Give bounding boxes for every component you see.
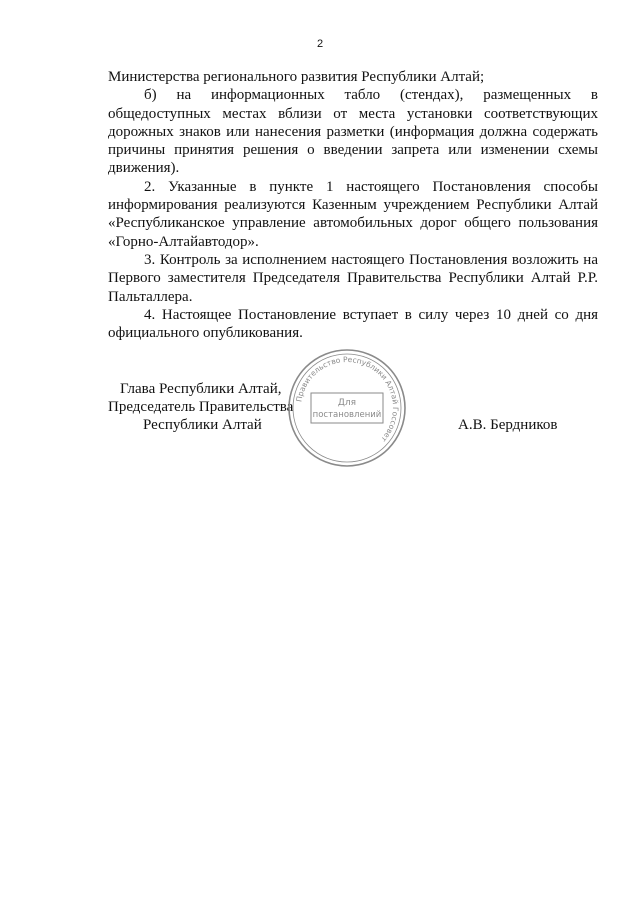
- official-seal-icon: [285, 346, 409, 470]
- paragraph-item-b: б) на информационных табло (стендах), размещенных в общедоступных местах вблизи от места установки соответствующих дорожных знаков или нанесения разметки (информация должна содержать причины принятия решения о введении запрета или изменении схемы движения).: [108, 87, 598, 177]
- signatory-title-line-1: Глава Республики Алтай,: [120, 381, 282, 397]
- paragraph-item-2: 2. Указанные в пункте 1 настоящего Постановления способы информирования реализуются Казенным учреждением Республики Алтай «Республиканское управление автомобильных дорог общего пользования «Горно-Алтайавтодор».: [108, 178, 598, 250]
- seal-center-line-1: Для: [337, 398, 357, 408]
- seal-center-line-2: постановлений: [312, 410, 382, 420]
- seal-ring-text: Правительство Республики Алтай Госсовет: [294, 354, 401, 444]
- signatory-title-line-3: Республики Алтай: [143, 417, 262, 433]
- document-body: [108, 68, 598, 342]
- paragraph-continuation: Министерства регионального развития Республики Алтай;: [108, 69, 485, 85]
- signatory-title-line-2: Председатель Правительства: [108, 399, 294, 415]
- signatory-name: А.В. Бердников: [458, 417, 558, 433]
- paragraph-item-4: 4. Настоящее Постановление вступает в силу через 10 дней со дня официального опубликования.: [108, 306, 598, 342]
- page-number: 2: [316, 38, 324, 50]
- paragraph-item-3: 3. Контроль за исполнением настоящего Постановления возложить на Первого заместителя Председателя Правительства Республики Алтай Р.Р. Пальталлера.: [108, 251, 598, 305]
- seal-inner-ring: [293, 354, 401, 462]
- seal-outer-ring: [289, 350, 405, 466]
